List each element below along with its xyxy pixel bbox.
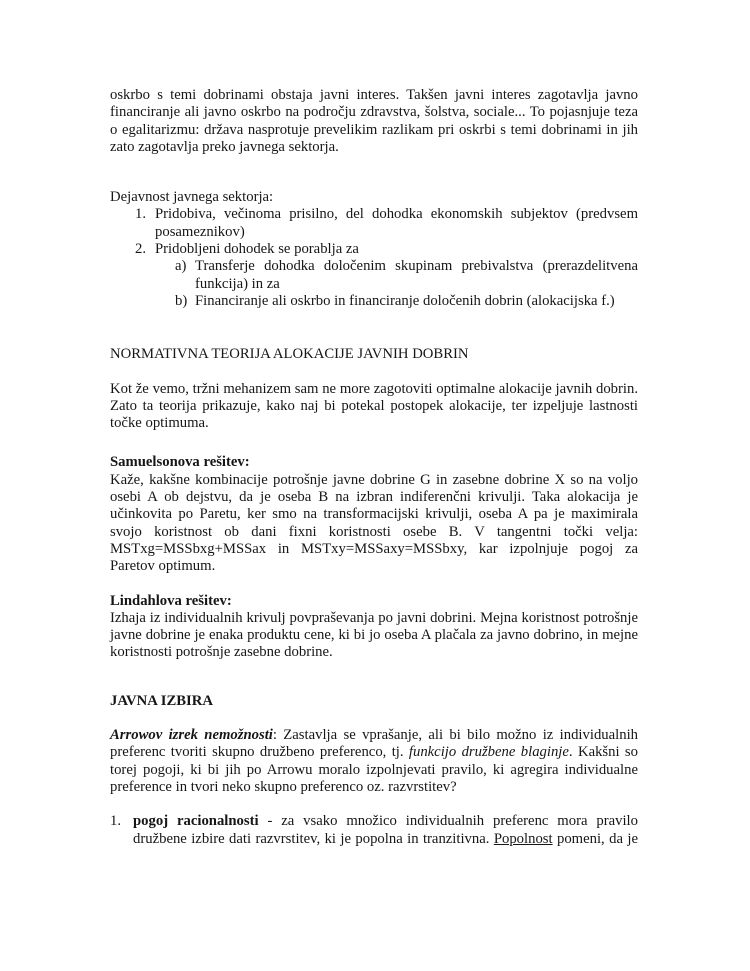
text-segment: pogoj racionalnosti: [133, 813, 259, 830]
text-segment: Arrowov izrek nemožnosti: [110, 727, 273, 744]
activities-intro-line: Dejavnost javnega sektorja:: [110, 189, 274, 206]
sublist-marker-b: b): [175, 292, 188, 309]
list-item-2-text: Pridobljeni dohodek se porablja za: [155, 241, 359, 258]
heading-public-choice: JAVNA IZBIRA: [110, 692, 213, 709]
heading-lindahl: Lindahlova rešitev:: [110, 592, 232, 609]
section-lindahl-solution: [110, 593, 638, 662]
sublist-item-a-text: Transferje dohodka določenim skupinam prebivalstva (prerazdelitvena funkcija) in za: [195, 258, 638, 292]
paragraph-lindahl: Izhaja iz individualnih krivulj povpraševanja po javni dobrini. Mejna koristnost potrošnje javne dobrine je enaka produktu cene, ki bi jo oseba A plačala za javno dobrino, in mejne koristnosti potrošnje zasebne dobrine.: [110, 609, 638, 661]
text-segment: funkcijo družbene blaginje: [408, 744, 569, 761]
text-segment: . Kakšni so torej pogoji, ki bi jih po Arrowu moralo izpolnjevati pravilo, ki agregira individualne preference in tvori neko skupno preferenco oz. razvrstitev?: [110, 744, 638, 795]
heading-normative-theory: NORMATIVNA TEORIJA ALOKACIJE JAVNIH DOBRIN: [110, 346, 469, 363]
sublist-item-b-text: Financiranje ali oskrbo in financiranje določenih dobrin (alokacijska f.): [195, 292, 615, 309]
list-marker-1: 1.: [135, 206, 147, 223]
list-item-rationality-condition: [110, 813, 638, 848]
sublist-item-a: [110, 258, 638, 293]
list-item-2: [110, 241, 638, 258]
text-segment: Popolnost: [493, 830, 553, 847]
condition-marker: 1.: [110, 813, 122, 830]
sublist-marker-a: a): [175, 258, 187, 275]
paragraph-samuelson: Kaže, kakšne kombinacije potrošnje javne dobrine G in zasebne dobrine X so na voljo osebi A ob dejstvu, da je oseba B na izbran indiferenčni krivulji. Taka alokacija je učinkovita po Paretu, ker smo na transformacijski krivulji, oseba A pa je maximirala svojo koristnost ob dani fixni koristnosti osebe B. V tangentni točki velja: MSTxg=MSSbxg+MSSax in MSTxy=MSSaxy=MSSbxy, kar izpolnjuje pogoj za Paretov optimum.: [110, 471, 638, 575]
condition-text: [133, 813, 638, 848]
list-item-1: [110, 206, 638, 241]
paragraph-arrow-theorem: [110, 727, 638, 796]
text-segment: pomeni, da je: [552, 830, 638, 847]
sublist-item-b: [110, 293, 638, 310]
section-public-sector-activity: [110, 189, 638, 310]
section-samuelson-solution: [110, 454, 638, 575]
heading-samuelson: Samuelsonova rešitev:: [110, 454, 250, 471]
list-marker-2: 2.: [135, 241, 147, 258]
list-item-1-text: Pridobiva, večinoma prisilno, del dohodka ekonomskih subjektov (predvsem posameznikov): [155, 206, 638, 240]
text-segment: - za vsako množico individualnih preferenc mora pravilo družbene izbire dati razvrstitev, ki je popolna in tranzitivna.: [133, 813, 638, 847]
text-segment: : Zastavlja se vprašanje, ali bi bilo možno iz individualnih preferenc tvoriti skupno družbeno preferenco, tj.: [110, 727, 638, 761]
paragraph-intro: oskrbo s temi dobrinami obstaja javni interes. Takšen javni interes zagotavlja javno financiranje ali javno oskrbo na področju zdravstva, šolstva, sociale... To pojasnjuje teza o egalitarizmu: država nasprotuje prevelikim razlikam pri oskrbi s temi dobrinami in jih zato zagotavlja preko javnega sektorja.: [110, 87, 638, 155]
paragraph-normative-theory: Kot že vemo, tržni mehanizem sam ne more zagotoviti optimalne alokacije javnih dobrin. Zato ta teorija prikazuje, kako naj bi potekal postopek alokacije, ter izpeljuje lastnosti točke optimuma.: [110, 380, 638, 432]
